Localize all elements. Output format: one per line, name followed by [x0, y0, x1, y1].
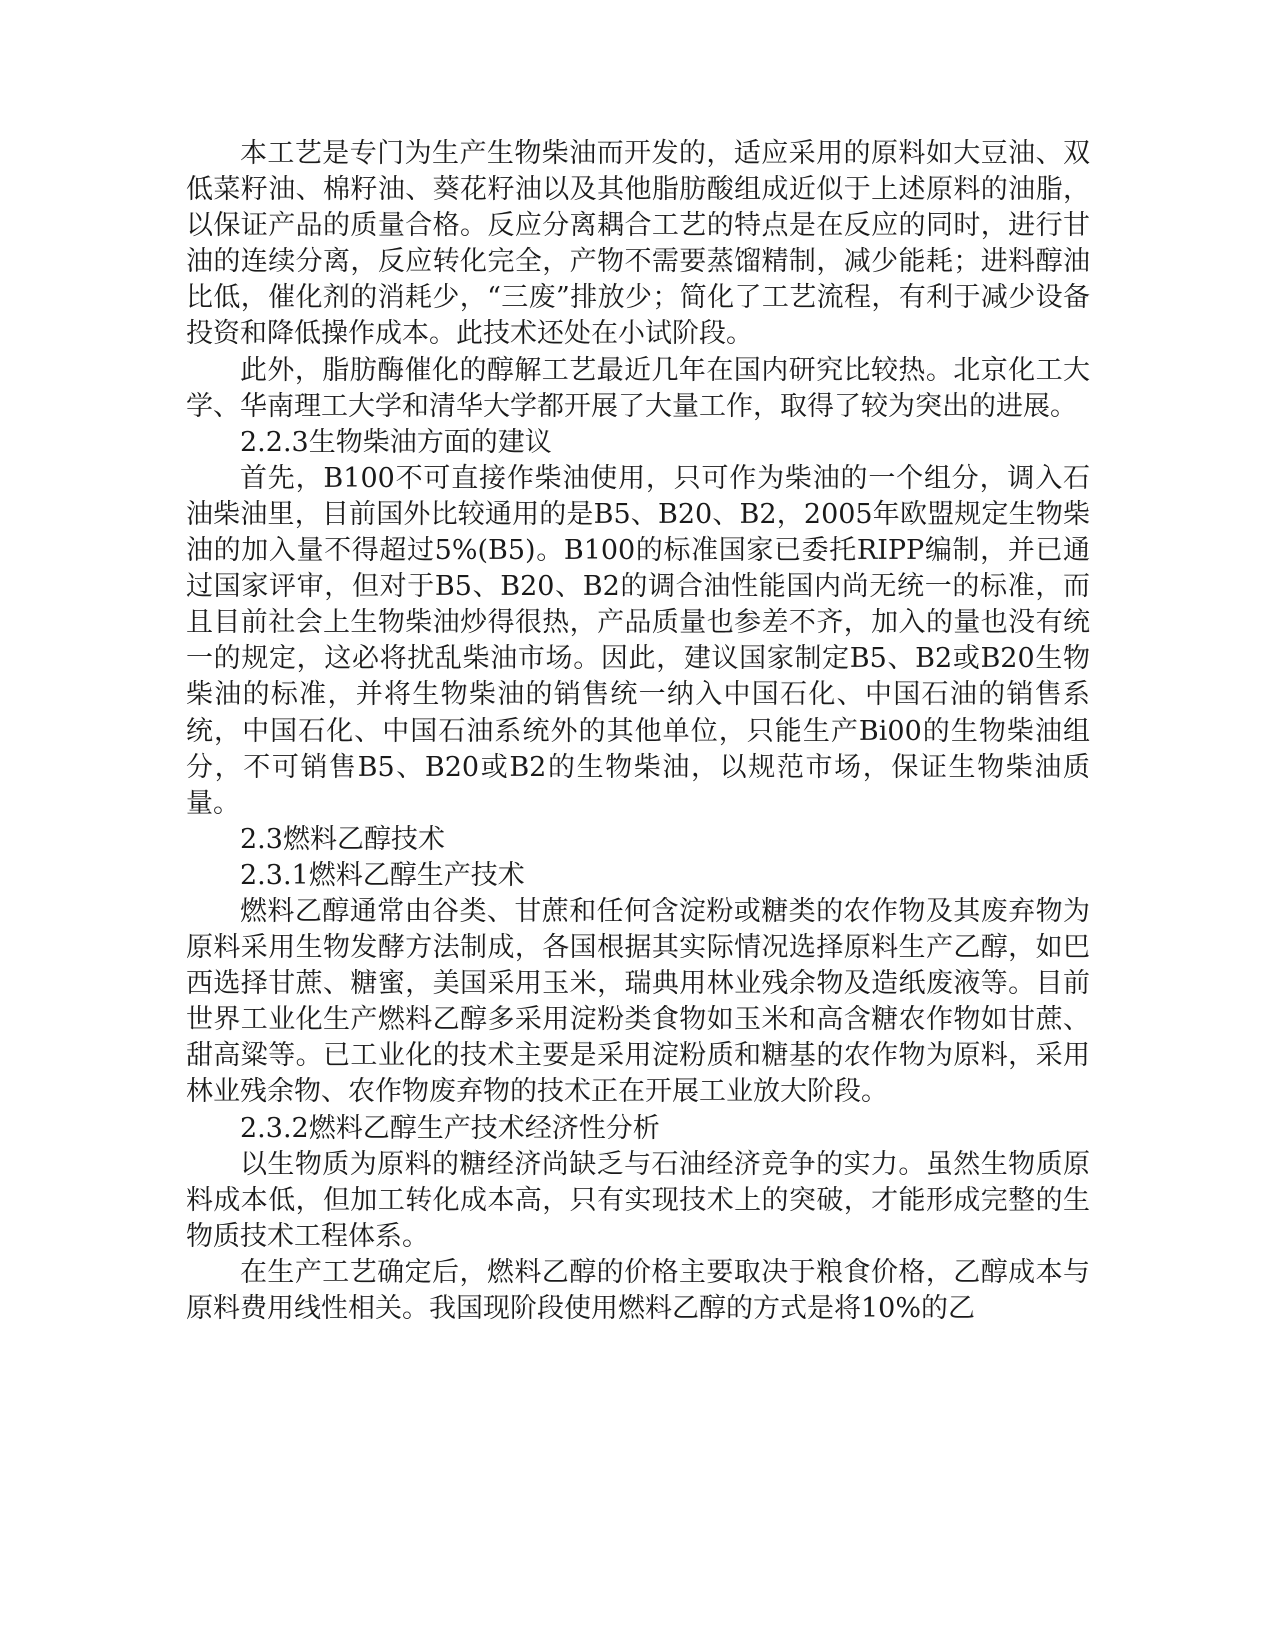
section-heading-2-3: 2.3燃料乙醇技术 [240, 823, 445, 855]
section-heading-2-3-2: 2.3.2燃料乙醇生产技术经济性分析 [240, 1112, 660, 1144]
paragraph-ethanol-pricing: 在生产工艺确定后，燃料乙醇的价格主要取决于粮食价格，乙醇成本与原料费用线性相关。我国现阶段使用燃料乙醇的方式是将10%的乙 [186, 1256, 1090, 1324]
paragraph-ethanol-production: 燃料乙醇通常由谷类、甘蔗和任何含淀粉或糖类的农作物及其废弃物为原料采用生物发酵方法制成，各国根据其实际情况选择原料生产乙醇，如巴西选择甘蔗、糖蜜，美国采用玉米，瑞典用林业残余物及造纸废液等。目前世界工业化生产燃料乙醇多采用淀粉类食物如玉米和高含糖农作物如甘蔗、甜高粱等。已工业化的技术主要是采用淀粉质和糖基的农作物为原料，采用林业残余物、农作物废弃物的技术正在开展工业放大阶段。 [186, 895, 1090, 1108]
paragraph-sugar-economy: 以生物质为原料的糖经济尚缺乏与石油经济竞争的实力。虽然生物质原料成本低，但加工转化成本高，只有实现技术上的突破，才能形成完整的生物质技术工程体系。 [186, 1148, 1090, 1252]
paragraph-lipase-research: 此外，脂肪酶催化的醇解工艺最近几年在国内研究比较热。北京化工大学、华南理工大学和清华大学都开展了大量工作，取得了较为突出的进展。 [186, 354, 1090, 422]
section-heading-2-3-1: 2.3.1燃料乙醇生产技术 [240, 859, 525, 891]
paragraph-biodiesel-recommendations: 首先，B100不可直接作柴油使用，只可作为柴油的一个组分，调入石油柴油里，目前国外比较通用的是B5、B20、B2，2005年欧盟规定生物柴油的加入量不得超过5%(B5)。B100的标准国家已委托RIPP编制，并已通过国家评审，但对于B5、B20、B2的调合油性能国内尚无统一的标准，而且目前社会上生物柴油炒得很热，产品质量也参差不齐，加入的量也没有统一的规定，这必将扰乱柴油市场。因此，建议国家制定B5、B2或B20生物柴油的标准，并将生物柴油的销售统一纳入中国石化、中国石油的销售系统，中国石化、中国石油系统外的其他单位，只能生产Bi00的生物柴油组分，不可销售B5、B20或B2的生物柴油，以规范市场，保证生物柴油质量。 [186, 462, 1090, 819]
document-page [186, 136, 1090, 1327]
section-heading-2-2-3: 2.2.3生物柴油方面的建议 [240, 426, 552, 458]
paragraph-process-description: 本工艺是专门为生产生物柴油而开发的，适应采用的原料如大豆油、双低菜籽油、棉籽油、葵花籽油以及其他脂肪酸组成近似于上述原料的油脂，以保证产品的质量合格。反应分离耦合工艺的特点是在反应的同时，进行甘油的连续分离，反应转化完全，产物不需要蒸馏精制，减少能耗；进料醇油比低，催化剂的消耗少，“三废”排放少；简化了工艺流程，有利于减少设备投资和降低操作成本。此技术还处在小试阶段。 [186, 138, 1090, 350]
